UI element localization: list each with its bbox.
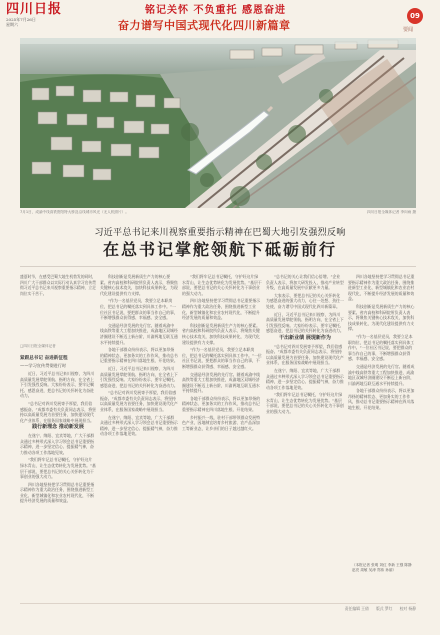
paragraph: “作为一名基层党员，我要立足本职岗位，把总书记的嘱托落实到具体工作中。”一位社区书记说，要把群众的事当作自己的事，不断增强群众获得感、幸福感、安全感。 — [348, 333, 415, 362]
paragraph: 近日，习近平总书记来川视察，为四川高质量发展掌舵领航、指明方向，在全省上下引发强烈反响。大家纷纷表示，要牢记嘱托、感恩奋进，把总书记的关怀转化为奋进动力。 — [20, 371, 95, 399]
paragraph: 科技创新是发展新质生产力的核心要素。省内高校和科研院所负责人表示，将聚焦关键核心技术攻关，加快科技成果转化，为现代化建设提供有力支撑。 — [100, 274, 178, 296]
sidebar-kicker: 紧跟总书记 奋进新征程 — [20, 356, 68, 361]
paragraph: “总书记对四川发展寄予厚望，我们倍感振奋。”成都市委有关负责同志表示，将坚持以高质量发展为首要任务，加快建设现代化产业体系，在服务国家战略中展现担当。 — [266, 343, 344, 366]
article-column-2 — [100, 274, 178, 604]
slogan-top: 铭记关怀 不负重托 感恩奋进 — [145, 5, 286, 16]
paragraph: 四川各地坚持把学习贯彻总书记重要指示精神作为重大政治任务，围绕推进新型工业化、新型城镇化和农业农村现代化，不断提升经济发展的质量和效益。 — [182, 298, 261, 321]
issue-weekday: 星期六 — [6, 22, 18, 27]
paragraph: “作为一名基层党员，我要立足本职岗位，把总书记的嘱托落实到具体工作中。”一位社区书记说，要把群众的事当作自己的事，不断增强群众获得感、幸福感、安全感。 — [182, 347, 262, 369]
photo-credit: 四川日报全媒体记者 李向雨 摄 — [366, 210, 416, 214]
aerial-city-railway-image — [20, 38, 416, 208]
paragraph: “总书记对四川发展寄予厚望，我们倍感振奋。”成都市委有关负责同志表示，将坚持以高质量发展为首要任务，加快建设现代化产业体系，在服务国家战略中展现担当。 — [20, 400, 96, 423]
paragraph: 四川各地坚持把学习贯彻总书记重要指示精神作为重大政治任务，围绕推进新型工业化、新型城镇化和农业农村现代化，不断提升经济发展的质量和效益。 — [348, 274, 415, 302]
article-column-3 — [182, 274, 262, 604]
paragraph: “我们将牢记总书记嘱托，守护好这片绿水青山，让生态优势转化为发展优势。”基层干部说，要把总书记的关心关怀转化为干事创业的强大动力。 — [20, 457, 96, 480]
newspaper-logo — [6, 3, 68, 31]
paragraph: 近日，习近平总书记来川视察，为四川高质量发展掌舵领航、指明方向，在全省上下引发强烈反响。大家纷纷表示，要牢记嘱托、感恩奋进，把总书记的关怀转化为奋进动力。 — [100, 365, 178, 388]
article-column-5 — [348, 274, 416, 604]
intro-paragraph: 盛夏时节，在感受巴蜀大地生机勃发的同时，四川广大干部群众以实际行动认真学习宣传贯彻习近平总书记来川视察重要指示精神，立足岗位实干苦干。 — [20, 274, 96, 296]
editor-credit: 责任编辑 王倩 — [344, 606, 369, 611]
logo-title: 四川日报 — [6, 2, 63, 17]
caption-text: 7月1日，成渝中线高铁资阳特大桥及沿线城市风光（无人机照片）。 — [20, 210, 129, 214]
article-subhead: 习近平总书记来川视察重要指示精神在巴蜀大地引发强烈反响 — [94, 228, 346, 238]
paragraph: “总书记的关心让我们信心倍增。”企业负责人表示，将加大研发投入，推动产业转型升级，在高质量发展中贡献更多力量。 — [266, 274, 344, 291]
paragraph: 各地干部群众纷纷表示，将以更加昂扬的精神状态、更加务实的工作作风，推动总书记重要指示精神在四川落地生根、开花结果。 — [348, 388, 415, 411]
paragraph: 交通是经济发展的先行官。随着成渝中线高铁等重大工程加快推进，成渝地区双城经济圈建设不断迈上新台阶，川渝两地互联互通水平持续提升。 — [182, 371, 261, 394]
paragraph: 在遂宁、绵阳、宜宾等地，广大干部群众通过多种形式深入学习领会总书记重要指示精神，进一步坚定信心、提振精气神，奋力推动各项工作落地见效。 — [20, 432, 95, 455]
paragraph: 交通是经济发展的先行官。随着成渝中线高铁等重大工程加快推进，成渝地区双城经济圈建设不断迈上新台阶，川渝两地互联互通水平持续提升。 — [348, 363, 415, 386]
reporter-list: （本报记者 张明 刘红 李新 王强 陈静 赵亮 周敏 吴涛 郑伟 孙丽） — [352, 563, 412, 572]
photo-caption — [20, 210, 416, 220]
lead-photo — [20, 38, 416, 208]
page-number-badge: 09 — [407, 8, 423, 24]
slogan-main: 奋力谱写中国式现代化四川新篇章 — [118, 19, 291, 32]
paragraph: 四川各地坚持把学习贯彻总书记重要指示精神作为重大政治任务，围绕推进新型工业化、新型城镇化和农业农村现代化，不断提升经济发展的质量和效益。 — [20, 481, 95, 504]
paragraph: 交通是经济发展的先行官。随着成渝中线高铁等重大工程加快推进，成渝地区双城经济圈建设不断迈上新台阶，川渝两地互联互通水平持续提升。 — [100, 322, 178, 345]
paragraph: 乡村振兴一线，驻村干部带领群众发展特色产业，因地制宜培育乡村旅游、农产品深加工等新业态，让乡亲们的日子越过越红火。 — [182, 414, 261, 431]
issue-date: 2025年7月26日 — [6, 17, 36, 22]
paragraph: “我们将牢记总书记嘱托，守护好这片绿水青山，让生态优势转化为发展优势。”基层干部说，要把总书记的关心关怀转化为干事创业的强大动力。 — [266, 392, 344, 415]
masthead — [0, 0, 440, 36]
bottom-rule — [20, 603, 416, 604]
sidebar-subtitle: ——学习宣传贯彻进行时 — [20, 363, 67, 368]
paragraph: 科技创新是发展新质生产力的核心要素。省内高校和科研院所负责人表示，将聚焦关键核心技术攻关，加快科技成果转化，为现代化建设提供有力支撑。 — [182, 322, 261, 345]
proofread-credit: 校对 杨静 — [399, 606, 416, 611]
article-headline: 在总书记掌舵领航下砥砺前行 — [102, 240, 337, 259]
paragraph: “总书记对四川发展寄予厚望，我们倍感振奋。”成都市委有关负责同志表示，将坚持以高质量发展为首要任务，加快建设现代化产业体系，在服务国家战略中展现担当。 — [100, 390, 178, 413]
paragraph: 在遂宁、绵阳、宜宾等地，广大干部群众通过多种形式深入学习领会总书记重要指示精神，进一步坚定信心、提振精气神，奋力推动各项工作落地见效。 — [266, 367, 344, 390]
paragraph: 大家表示，要把总书记的关心关怀转化为感恩奋进的强大动力，心往一处想、劲往一处使，奋力谱写中国式现代化四川新篇章。 — [266, 292, 344, 309]
paragraph: 各地干部群众纷纷表示，将以更加昂扬的精神状态、更加务实的工作作风，推动总书记重要指示精神在四川落地生根、开花结果。 — [100, 347, 178, 364]
paragraph: 近日，习近平总书记来川视察，为四川高质量发展掌舵领航、指明方向，在全省上下引发强烈反响。大家纷纷表示，要牢记嘱托、感恩奋进，把总书记的关怀转化为奋进动力。 — [266, 311, 344, 334]
paragraph: 科技创新是发展新质生产力的核心要素。省内高校和科研院所负责人表示，将聚焦关键核心技术攻关，加快科技成果转化，为现代化建设提供有力支撑。 — [348, 303, 415, 332]
section-head: 干出新业绩 展现新作为 — [279, 334, 331, 341]
intro-author: □四川日报全媒体记者 — [20, 344, 56, 348]
article-column-1 — [20, 371, 96, 604]
layout-credit: 版式 罗红 — [375, 606, 393, 611]
paragraph: 各地干部群众纷纷表示，将以更加昂扬的精神状态、更加务实的工作作风，推动总书记重要指示精神在四川落地生根、开花结果。 — [182, 395, 261, 413]
paragraph: “作为一名基层党员，我要立足本职岗位，把总书记的嘱托落实到具体工作中。”一位社区书记说，要把群众的事当作自己的事，不断增强群众获得感、幸福感、安全感。 — [100, 298, 178, 321]
section-label: 要闻 — [403, 27, 414, 33]
editor-credits — [20, 606, 416, 614]
article-column-4 — [266, 274, 344, 604]
section-head: 践行新理念 推动新发展 — [32, 424, 84, 431]
header-rule — [20, 266, 416, 267]
paragraph: “我们将牢记总书记嘱托，守护好这片绿水青山，让生态优势转化为发展优势。”基层干部说，要把总书记的关心关怀转化为干事创业的强大动力。 — [182, 274, 262, 296]
paragraph: 在遂宁、绵阳、宜宾等地，广大干部群众通过多种形式深入学习领会总书记重要指示精神，进一步坚定信心、提振精气神，奋力推动各项工作落地见效。 — [100, 414, 178, 437]
